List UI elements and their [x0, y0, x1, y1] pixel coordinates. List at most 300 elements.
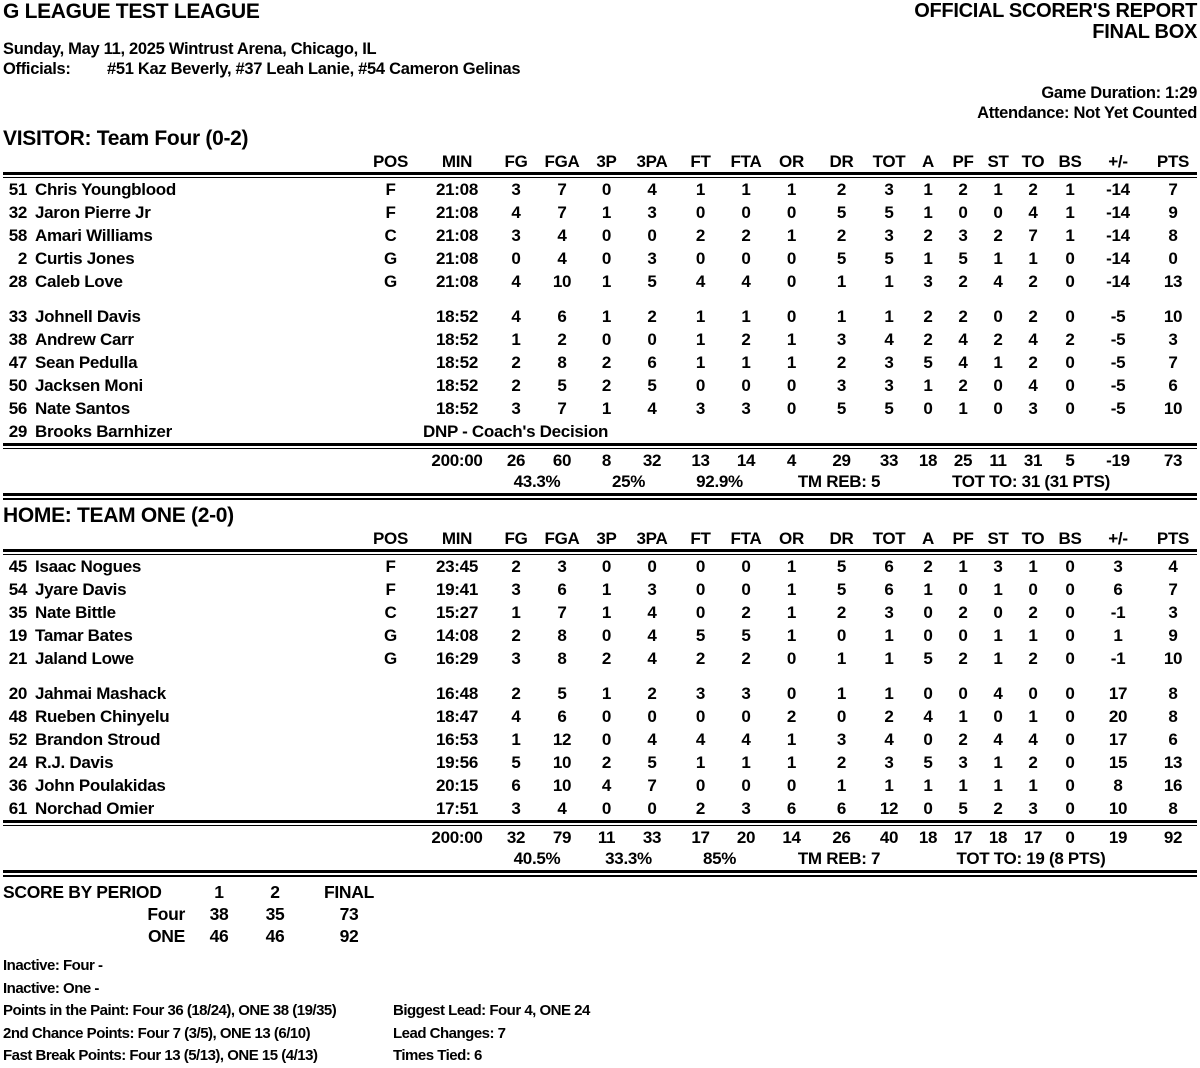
stat-cell: 0	[601, 729, 612, 749]
column-header-tot: TOT	[872, 151, 906, 171]
stat-cell: 1	[695, 352, 706, 372]
player-name-cell	[3, 397, 358, 420]
stat-cell: 10	[1108, 798, 1128, 818]
stat-cell: 4	[1028, 202, 1038, 222]
stat-cell: 1	[741, 179, 751, 199]
stat-cell: 1	[786, 625, 797, 645]
note-right	[393, 978, 1197, 1001]
column-header-or: OR	[779, 528, 804, 548]
stat-cell: 6	[1168, 729, 1178, 749]
stat-cell: 17	[1023, 827, 1043, 847]
stat-cell: 1	[836, 648, 847, 668]
stat-cell: 1	[786, 752, 797, 772]
stat-cell: 0	[836, 625, 847, 645]
stat-cell: 0	[695, 579, 706, 599]
stat-cell: 1	[923, 248, 933, 268]
stat-cell: 0	[601, 625, 612, 645]
stat-cell: 1	[786, 602, 797, 622]
stat-cell: 0	[1028, 579, 1038, 599]
stat-cell: 3	[511, 579, 521, 599]
minutes-cell: 18:52	[436, 306, 478, 326]
stat-cell: 40	[879, 827, 899, 847]
minutes-cell: 16:53	[436, 729, 478, 749]
stat-cell: -1	[1110, 602, 1126, 622]
fg-percentage: 40.5%	[513, 849, 561, 868]
stat-cell: 73	[1163, 450, 1183, 470]
stat-cell: 25	[953, 450, 973, 470]
visitor-box-score-table	[3, 151, 1197, 492]
stat-cell: 1	[958, 706, 968, 726]
stat-cell: 1	[786, 225, 797, 245]
stat-cell: 60	[552, 450, 572, 470]
stat-cell: 0	[601, 225, 612, 245]
period-2-header: 2	[270, 881, 280, 902]
stat-cell: 1	[741, 352, 751, 372]
stat-cell: 1	[993, 625, 1003, 645]
stat-cell: -1	[1110, 648, 1126, 668]
stat-cell: 2	[511, 556, 521, 576]
position-cell: F	[385, 179, 396, 199]
stat-cell: -5	[1110, 329, 1126, 349]
stat-cell: 7	[557, 602, 567, 622]
column-header-pos: POS	[372, 151, 408, 171]
stat-cell: 3	[884, 602, 894, 622]
player-name: Brooks Barnhizer	[35, 421, 172, 441]
stat-cell: -19	[1106, 450, 1130, 470]
minutes-cell: 21:08	[436, 202, 478, 222]
stat-cell: 3	[511, 179, 521, 199]
stat-cell: 2	[1028, 602, 1038, 622]
stat-cell: 1	[958, 556, 968, 576]
stat-cell: 1	[786, 579, 797, 599]
stat-cell: 0	[993, 706, 1003, 726]
stat-cell: 2	[741, 329, 751, 349]
stat-cell: 5	[923, 752, 933, 772]
home-team-heading: HOME: TEAM ONE (2-0)	[3, 504, 234, 527]
position-cell	[358, 351, 423, 374]
stat-cell: 1	[923, 375, 933, 395]
stat-cell: 1	[884, 306, 894, 326]
column-header-ft: FT	[690, 151, 711, 171]
stat-cell: 1	[601, 306, 612, 326]
stat-cell: 17	[1108, 729, 1128, 749]
stat-cell: 6	[647, 352, 657, 372]
stat-cell: 14	[782, 827, 801, 847]
stat-cell: 5	[923, 352, 933, 372]
stat-cell: 0	[993, 306, 1003, 326]
stat-cell: 4	[601, 775, 612, 795]
minutes-cell: 21:08	[436, 179, 478, 199]
stat-cell: 4	[1168, 556, 1178, 576]
player-name: Caleb Love	[35, 271, 123, 291]
player-name: Jyare Davis	[35, 579, 127, 599]
stat-cell: 0	[601, 798, 612, 818]
stat-cell: 0	[647, 798, 657, 818]
stat-cell: 4	[647, 729, 657, 749]
report-title: OFFICIAL SCORER'S REPORT	[914, 0, 1197, 22]
stat-cell: 0	[1065, 271, 1075, 291]
stat-cell: 2	[1028, 271, 1038, 291]
stat-cell: 0	[958, 683, 968, 703]
position-cell	[358, 728, 423, 751]
stat-cell: 3	[1168, 329, 1178, 349]
player-name: Johnell Davis	[35, 306, 141, 326]
stat-cell: 3	[695, 398, 706, 418]
jersey-number: 28	[8, 271, 27, 291]
minutes-cell: 23:45	[436, 556, 478, 576]
stat-cell: 3	[836, 375, 847, 395]
stat-cell: 1	[884, 775, 894, 795]
stat-cell: 1	[958, 398, 968, 418]
report-subtitle: FINAL BOX	[1092, 21, 1197, 43]
stat-cell: -5	[1110, 352, 1126, 372]
stat-cell: 3	[923, 271, 933, 291]
stat-cell: 4	[1028, 729, 1038, 749]
stat-cell: -14	[1106, 271, 1130, 291]
stat-cell: 0	[993, 602, 1003, 622]
stat-cell: 0	[695, 202, 706, 222]
jersey-number: 36	[8, 775, 27, 795]
player-name-cell	[3, 728, 358, 751]
stat-cell: 4	[647, 648, 657, 668]
minutes-cell: 19:56	[436, 752, 478, 772]
game-meta	[914, 83, 1197, 123]
stat-cell: 3	[695, 683, 706, 703]
stat-cell: 0	[958, 625, 968, 645]
stat-cell: 1	[1028, 706, 1038, 726]
position-cell: G	[384, 648, 397, 668]
stat-cell: 0	[1065, 556, 1075, 576]
stat-cell: 3	[884, 352, 894, 372]
column-header-3p: 3P	[596, 528, 617, 548]
position-cell: G	[384, 271, 397, 291]
report-header-left	[3, 1, 520, 80]
stat-cell: 92	[1163, 827, 1183, 847]
stat-cell: 2	[647, 683, 657, 703]
stat-cell: 4	[647, 625, 657, 645]
stat-cell: 1	[923, 775, 933, 795]
totals-row	[3, 826, 1197, 849]
stat-cell: 32	[642, 450, 662, 470]
player-name-cell	[3, 601, 358, 624]
stat-cell: 3	[511, 225, 521, 245]
stat-cell: 13	[691, 450, 710, 470]
stat-cell: 2	[958, 271, 968, 291]
stat-cell: 15	[1108, 752, 1128, 772]
stat-cell: 0	[647, 225, 657, 245]
note-left: Inactive: One -	[3, 979, 99, 997]
score-header-row	[3, 881, 395, 903]
stat-cell: 4	[884, 729, 894, 749]
note-left: Fast Break Points: Four 13 (5/13), ONE 15 (4/13)	[3, 1047, 318, 1064]
stat-cell: 0	[786, 248, 797, 268]
stat-cell: 2	[993, 225, 1003, 245]
player-row	[3, 601, 1197, 624]
stat-cell: 2	[836, 752, 847, 772]
stat-cell: 3	[1113, 556, 1123, 576]
position-cell: G	[384, 625, 397, 645]
note-line	[3, 1023, 1197, 1046]
stat-cell: 1	[511, 329, 521, 349]
player-name-cell	[3, 705, 358, 728]
stat-cell: 1	[884, 625, 894, 645]
stat-cell: 2	[836, 179, 847, 199]
stat-cell: 7	[557, 202, 567, 222]
stat-cell: 4	[511, 706, 521, 726]
stat-cell: 4	[511, 306, 521, 326]
stat-cell: 10	[552, 775, 572, 795]
stat-cell: 1	[993, 579, 1003, 599]
jersey-number: 32	[8, 202, 27, 222]
stat-cell: 1	[836, 683, 847, 703]
stat-cell: 0	[695, 775, 706, 795]
player-name-cell	[3, 305, 358, 328]
player-column-header	[3, 151, 358, 172]
stat-cell: 0	[1065, 798, 1075, 818]
stat-cell: 1	[1113, 625, 1123, 645]
stat-cell: 4	[786, 450, 797, 470]
stat-cell: 7	[1168, 579, 1178, 599]
player-name-cell	[3, 420, 358, 443]
stat-cell: 2	[1028, 179, 1038, 199]
stat-cell: 1	[601, 398, 612, 418]
column-header-dr: DR	[829, 528, 854, 548]
stat-cell: 4	[647, 602, 657, 622]
stat-cell: 5	[647, 752, 657, 772]
stat-cell: 6	[1113, 579, 1123, 599]
column-header-3p: 3P	[596, 151, 617, 171]
stat-cell: 5	[1065, 450, 1075, 470]
minutes-cell: 18:47	[436, 706, 478, 726]
stat-cell: 8	[1168, 706, 1178, 726]
stat-cell: 4	[511, 202, 521, 222]
stat-cell: 1	[601, 202, 612, 222]
stat-cell: -14	[1106, 225, 1130, 245]
minutes-cell: 18:52	[436, 329, 478, 349]
game-duration: Game Duration: 1:29	[1041, 84, 1197, 102]
player-row	[3, 305, 1197, 328]
minutes-cell: 21:08	[436, 248, 478, 268]
stat-cell: 8	[601, 450, 612, 470]
player-row	[3, 578, 1197, 601]
stat-cell: 2	[993, 798, 1003, 818]
position-cell	[358, 774, 423, 797]
stat-cell: 0	[786, 775, 797, 795]
stat-cell: 8	[557, 352, 567, 372]
stat-cell: 2	[741, 602, 751, 622]
note-line	[3, 1000, 1197, 1023]
column-header-fga: FGA	[544, 528, 580, 548]
player-row	[3, 797, 1197, 820]
jersey-number: 61	[8, 798, 27, 818]
player-row	[3, 728, 1197, 751]
stat-cell: 12	[879, 798, 899, 818]
stat-cell: 2	[958, 375, 968, 395]
stat-cell: 5	[958, 248, 968, 268]
stat-cell: 1	[1065, 202, 1075, 222]
stat-cell: 0	[741, 775, 751, 795]
stat-cell: 26	[506, 450, 526, 470]
stat-cell: 2	[1028, 752, 1038, 772]
stat-cell: 1	[1065, 179, 1075, 199]
team-rebounds: TM REB: 7	[797, 849, 881, 868]
stat-cell: 3	[1168, 602, 1178, 622]
stat-cell: -14	[1106, 202, 1130, 222]
jersey-number: 47	[8, 352, 27, 372]
stat-cell: 4	[993, 729, 1003, 749]
minutes-cell: 15:27	[436, 602, 478, 622]
stat-cell: 0	[923, 625, 933, 645]
player-row	[3, 705, 1197, 728]
column-header-bs: BS	[1058, 151, 1082, 171]
stat-cell: 5	[836, 202, 847, 222]
player-row	[3, 647, 1197, 670]
column-header-fga: FGA	[544, 151, 580, 171]
stat-cell: 2	[884, 706, 894, 726]
position-cell	[358, 449, 423, 472]
stat-cell: 0	[1065, 648, 1075, 668]
stat-cell: 79	[552, 827, 572, 847]
minutes-cell: 17:51	[436, 798, 478, 818]
stat-cell: 4	[1028, 329, 1038, 349]
column-header-pts: PTS	[1156, 151, 1190, 171]
stat-cell: 3	[884, 179, 894, 199]
score-by-period-table	[3, 881, 395, 947]
player-name: Rueben Chinyelu	[35, 706, 170, 726]
period-score: 46	[265, 925, 285, 946]
stat-cell: 0	[786, 202, 797, 222]
officials-label: Officials:	[3, 60, 71, 78]
column-header-ft: FT	[690, 528, 711, 548]
jersey-number: 51	[8, 179, 27, 199]
stat-cell: 0	[1065, 729, 1075, 749]
stat-cell: 0	[923, 683, 933, 703]
stat-cell: 5	[923, 648, 933, 668]
stat-cell: 4	[511, 271, 521, 291]
stat-cell: 26	[832, 827, 851, 847]
player-name: Jahmai Mashack	[35, 683, 166, 703]
stat-cell: 5	[647, 375, 657, 395]
stat-cell: 1	[695, 752, 706, 772]
position-cell: C	[384, 225, 397, 245]
stat-cell: 5	[836, 398, 847, 418]
jersey-number: 45	[8, 556, 27, 576]
stat-cell: 3	[836, 329, 847, 349]
note-left: 2nd Chance Points: Four 7 (3/5), ONE 13 (6/10)	[3, 1024, 311, 1042]
stat-cell: 0	[1168, 248, 1178, 268]
column-header-fg: FG	[504, 528, 528, 548]
stat-cell: 6	[557, 706, 567, 726]
officials-names: #51 Kaz Beverly, #37 Leah Lanie, #54 Cameron Gelinas	[107, 60, 521, 78]
player-name-cell	[3, 328, 358, 351]
stat-cell: 0	[786, 683, 797, 703]
stat-cell: 4	[884, 329, 894, 349]
player-name-cell	[3, 555, 358, 578]
dnp-row	[3, 420, 1197, 443]
stat-cell: 1	[923, 579, 933, 599]
stat-cell: 1	[695, 179, 706, 199]
stat-cell: 18	[918, 827, 938, 847]
stat-cell: 3	[958, 225, 968, 245]
stat-cell: 0	[1065, 683, 1075, 703]
stat-cell: 8	[1168, 683, 1178, 703]
player-name: Andrew Carr	[35, 329, 134, 349]
stat-cell: -14	[1106, 179, 1130, 199]
stat-cell: 3	[647, 579, 657, 599]
stat-cell: 4	[695, 271, 706, 291]
note-right: Times Tied: 6	[393, 1047, 482, 1064]
jersey-number: 56	[8, 398, 27, 418]
stat-cell: 2	[786, 706, 797, 726]
stat-cell: 5	[836, 556, 847, 576]
stat-cell: 17	[691, 827, 710, 847]
position-cell	[358, 420, 423, 443]
stat-cell: 0	[1065, 375, 1075, 395]
stat-cell: 8	[1113, 775, 1123, 795]
player-row	[3, 247, 1197, 270]
stat-cell: 17	[1108, 683, 1128, 703]
stat-cell: 20	[1108, 706, 1128, 726]
stat-cell: 0	[1065, 352, 1075, 372]
stat-cell: 4	[958, 329, 968, 349]
stat-cell: 5	[884, 398, 894, 418]
jersey-number: 19	[8, 625, 27, 645]
stat-cell: 5	[557, 375, 567, 395]
column-header-pts: PTS	[1156, 528, 1190, 548]
stat-cell: 9	[1168, 625, 1178, 645]
stat-cell: 3	[1028, 798, 1038, 818]
stat-cell: 11	[597, 827, 616, 847]
player-name-cell	[3, 351, 358, 374]
stat-cell: 3	[511, 398, 521, 418]
stat-cell: 5	[836, 579, 847, 599]
note-line	[3, 955, 1197, 978]
stat-cell: 0	[786, 398, 797, 418]
position-cell	[358, 397, 423, 420]
note-left: Inactive: Four -	[3, 957, 103, 974]
jersey-number: 38	[8, 329, 27, 349]
player-row	[3, 555, 1197, 578]
percentages-row	[3, 849, 1197, 869]
column-header-tot: TOT	[872, 528, 906, 548]
stat-cell: 6	[511, 775, 521, 795]
position-cell	[358, 797, 423, 820]
player-name: R.J. Davis	[35, 752, 114, 772]
stat-cell: 7	[557, 179, 567, 199]
column-header-row	[3, 151, 1197, 172]
stat-cell: 1	[993, 775, 1003, 795]
stat-cell: -5	[1110, 375, 1126, 395]
stat-cell: 2	[695, 648, 706, 668]
player-name-cell	[3, 797, 358, 820]
stat-cell: 2	[1028, 648, 1038, 668]
stat-cell: 0	[1065, 602, 1075, 622]
stat-cell: 1	[836, 306, 847, 326]
minutes-cell: 20:15	[436, 775, 478, 795]
player-name: Norchad Omier	[35, 798, 154, 818]
stat-cell: 1	[993, 352, 1003, 372]
stat-cell: 2	[511, 352, 521, 372]
column-header-pos: POS	[372, 528, 408, 548]
stat-cell: 1	[601, 271, 612, 291]
column-header-st: ST	[987, 528, 1009, 548]
stat-cell: 2	[836, 602, 847, 622]
stat-cell: 0	[958, 202, 968, 222]
league-title: G LEAGUE TEST LEAGUE	[3, 0, 260, 23]
column-header-pf: PF	[952, 151, 974, 171]
stat-cell: 1	[786, 329, 797, 349]
stat-cell: 0	[741, 248, 751, 268]
